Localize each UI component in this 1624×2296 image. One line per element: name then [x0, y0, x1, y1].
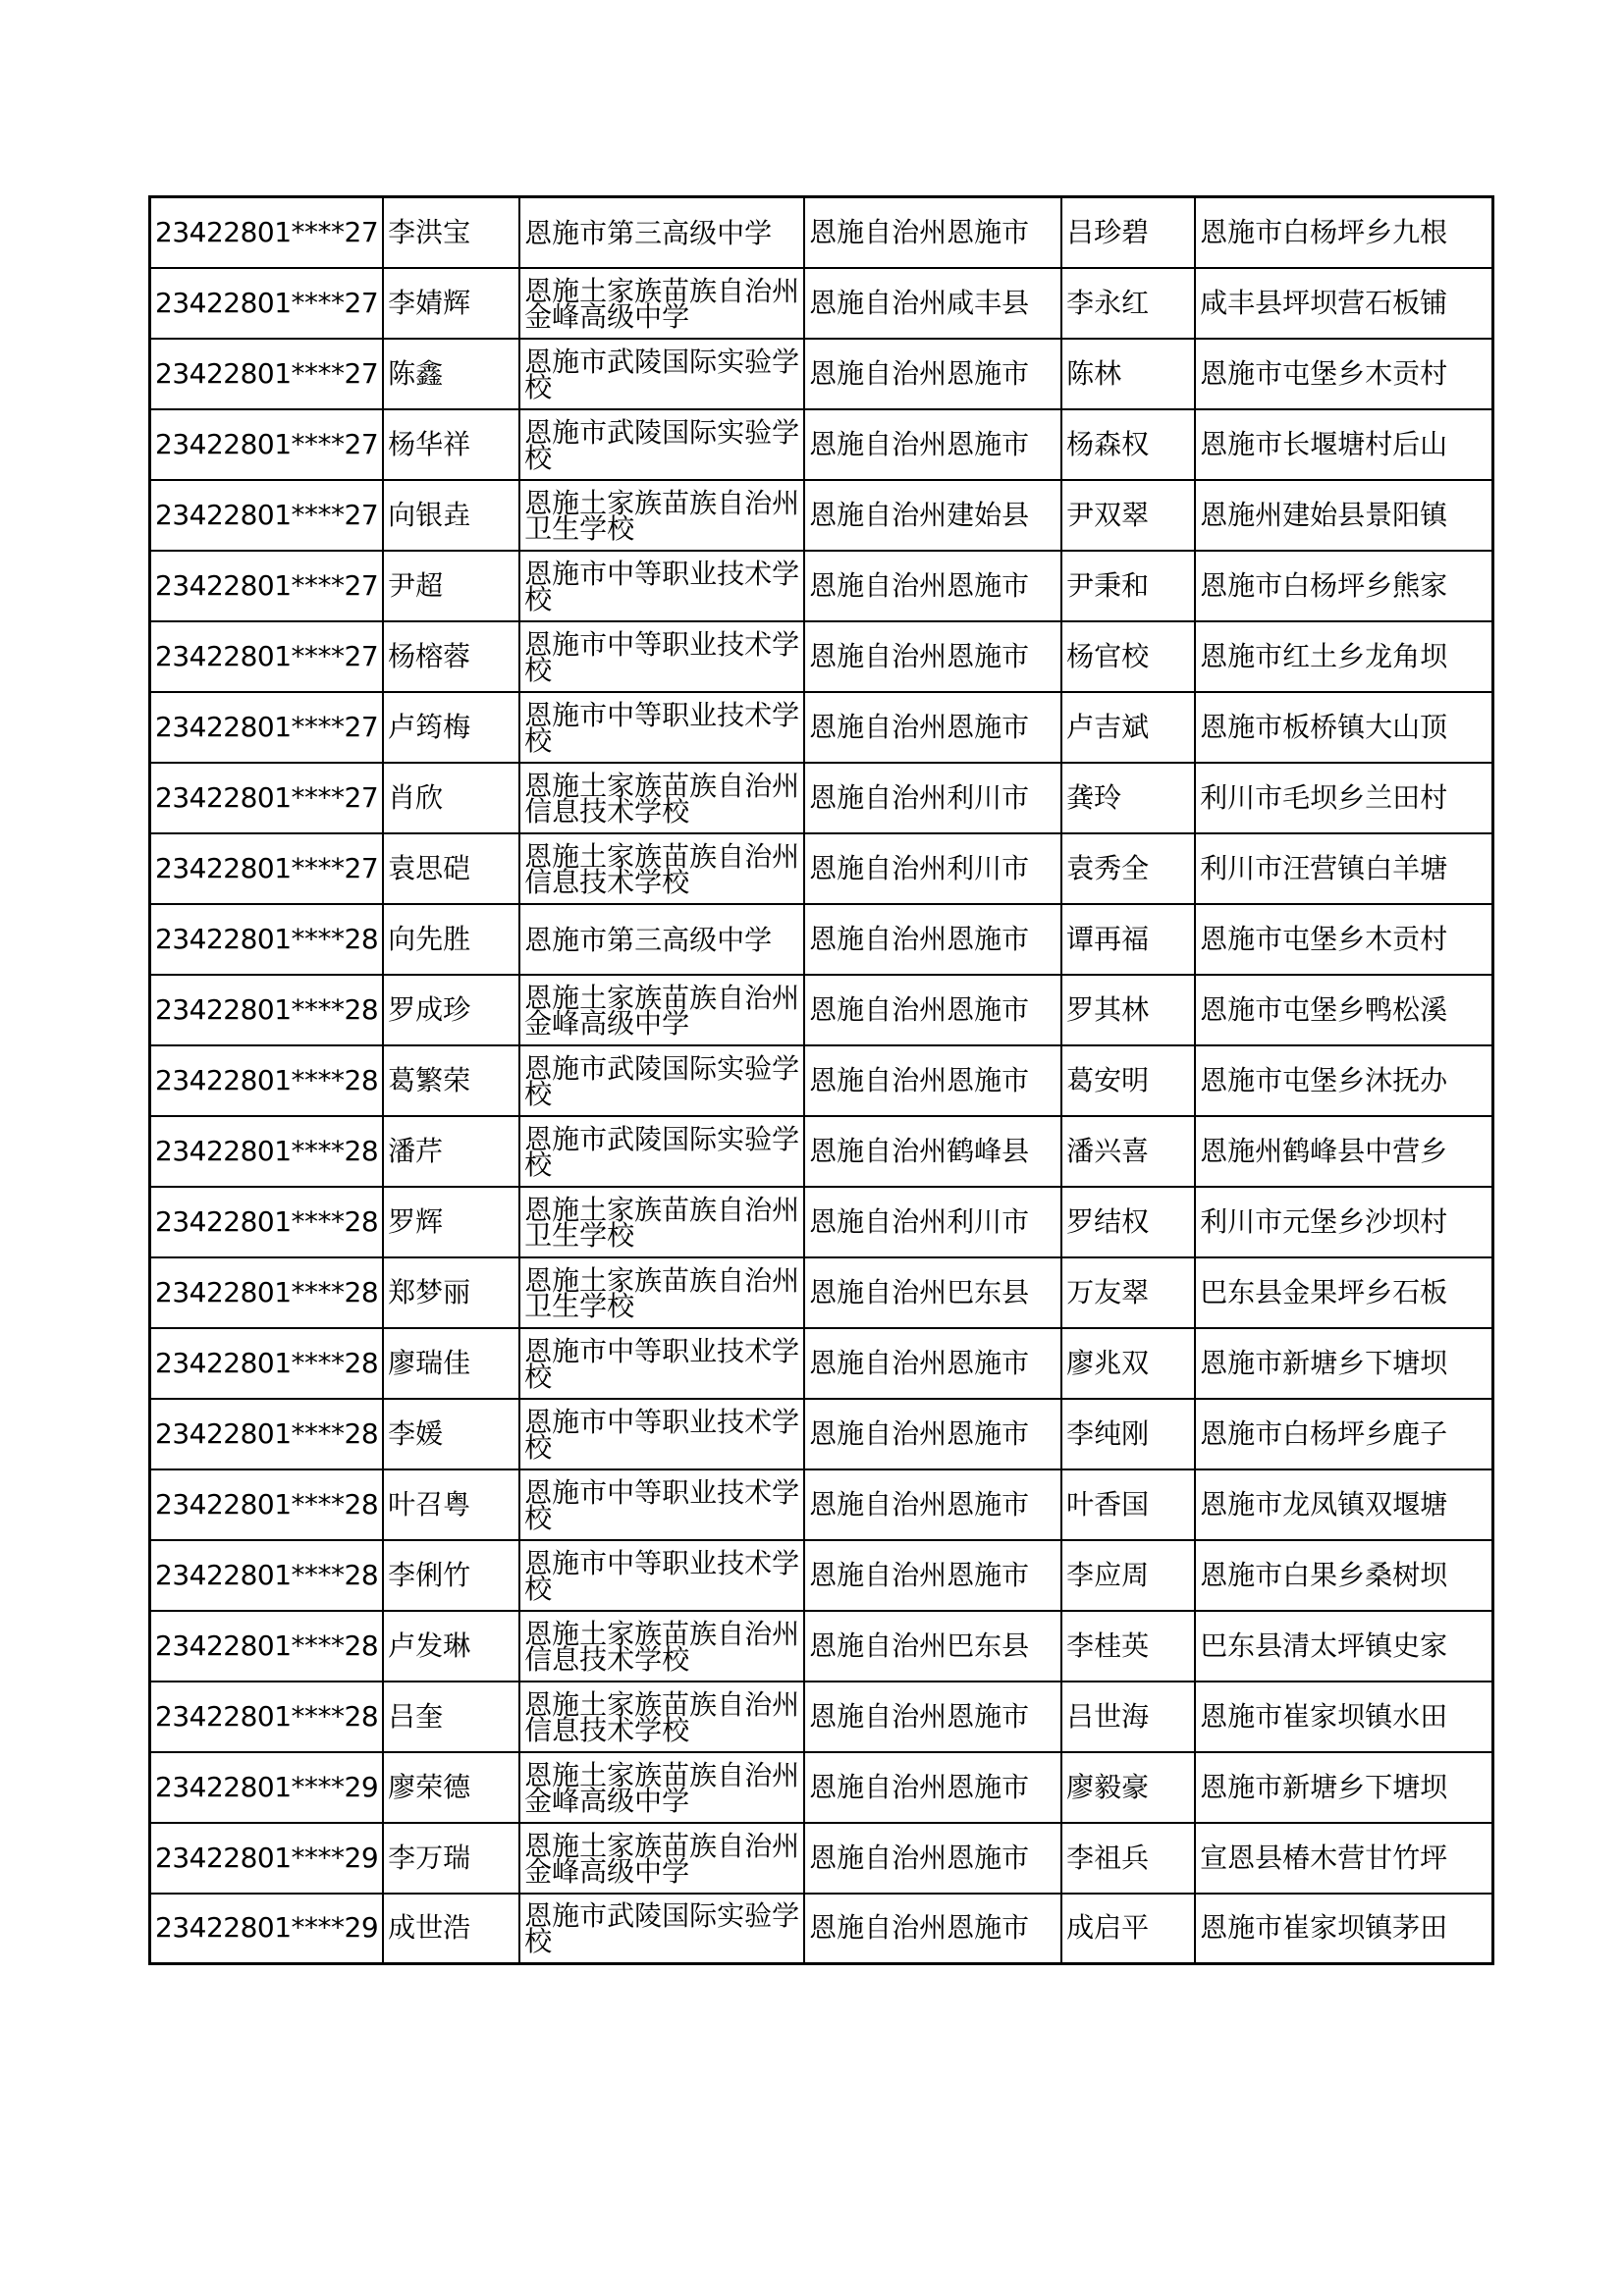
student-id-cell: 23422801****28: [150, 975, 384, 1045]
student-name-cell: 潘芹: [383, 1116, 519, 1187]
table-row: [150, 339, 1493, 409]
table-row: [150, 1894, 1493, 1964]
guardian-name-cell: 葛安明: [1061, 1045, 1195, 1116]
guardian-name-cell: 罗结权: [1061, 1187, 1195, 1257]
guardian-name-cell: 廖毅豪: [1061, 1752, 1195, 1823]
table-row: [150, 1752, 1493, 1823]
guardian-name-cell: 李应周: [1061, 1540, 1195, 1611]
student-id-cell: 23422801****28: [150, 1116, 384, 1187]
region-cell: 恩施自治州恩施市: [804, 339, 1061, 409]
region-cell: 恩施自治州恩施市: [804, 1752, 1061, 1823]
student-name-cell: 卢筠梅: [383, 692, 519, 763]
table-row: [150, 1399, 1493, 1469]
table-row: [150, 1611, 1493, 1682]
region-cell: 恩施自治州巴东县: [804, 1611, 1061, 1682]
student-id-cell: 23422801****28: [150, 1469, 384, 1540]
region-cell: 恩施自治州恩施市: [804, 621, 1061, 692]
guardian-name-cell: 李永红: [1061, 268, 1195, 339]
guardian-name-cell: 陈林: [1061, 339, 1195, 409]
table-row: [150, 1823, 1493, 1894]
student-name-cell: 袁思硙: [383, 833, 519, 904]
region-cell: 恩施自治州恩施市: [804, 1045, 1061, 1116]
region-cell: 恩施自治州恩施市: [804, 197, 1061, 268]
school-cell: 恩施土家族苗族自治州金峰高级中学: [519, 1823, 804, 1894]
student-id-cell: 23422801****27: [150, 268, 384, 339]
student-id-cell: 23422801****27: [150, 692, 384, 763]
address-cell: 恩施市崔家坝镇水田: [1195, 1682, 1492, 1752]
table-row: [150, 1682, 1493, 1752]
region-cell: 恩施自治州利川市: [804, 1187, 1061, 1257]
student-id-cell: 23422801****27: [150, 551, 384, 621]
student-id-cell: 23422801****28: [150, 1540, 384, 1611]
student-id-cell: 23422801****28: [150, 1682, 384, 1752]
guardian-name-cell: 李祖兵: [1061, 1823, 1195, 1894]
table-row: [150, 763, 1493, 833]
address-cell: 利川市元堡乡沙坝村: [1195, 1187, 1492, 1257]
region-cell: 恩施自治州恩施市: [804, 975, 1061, 1045]
table-row: [150, 1540, 1493, 1611]
table-row: [150, 692, 1493, 763]
student-name-cell: 廖荣德: [383, 1752, 519, 1823]
table-row: [150, 904, 1493, 975]
student-id-cell: 23422801****27: [150, 197, 384, 268]
student-id-cell: 23422801****27: [150, 480, 384, 551]
address-cell: 恩施市屯堡乡沐抚办: [1195, 1045, 1492, 1116]
address-cell: 咸丰县坪坝营石板铺: [1195, 268, 1492, 339]
address-cell: 恩施市白杨坪乡熊家: [1195, 551, 1492, 621]
address-cell: 恩施市红土乡龙角坝: [1195, 621, 1492, 692]
table-row: [150, 480, 1493, 551]
address-cell: 恩施市新塘乡下塘坝: [1195, 1752, 1492, 1823]
student-name-cell: 尹超: [383, 551, 519, 621]
school-cell: 恩施土家族苗族自治州信息技术学校: [519, 833, 804, 904]
school-cell: 恩施市第三高级中学: [519, 197, 804, 268]
student-roster-table: [148, 195, 1494, 1965]
student-id-cell: 23422801****29: [150, 1752, 384, 1823]
table-row: [150, 268, 1493, 339]
student-name-cell: 成世浩: [383, 1894, 519, 1964]
table-row: [150, 1045, 1493, 1116]
region-cell: 恩施自治州利川市: [804, 763, 1061, 833]
table-row: [150, 409, 1493, 480]
address-cell: 恩施市白杨坪乡鹿子: [1195, 1399, 1492, 1469]
region-cell: 恩施自治州恩施市: [804, 1540, 1061, 1611]
guardian-name-cell: 潘兴喜: [1061, 1116, 1195, 1187]
address-cell: 恩施州鹤峰县中营乡: [1195, 1116, 1492, 1187]
student-name-cell: 罗辉: [383, 1187, 519, 1257]
student-name-cell: 吕奎: [383, 1682, 519, 1752]
address-cell: 巴东县清太坪镇史家: [1195, 1611, 1492, 1682]
student-id-cell: 23422801****28: [150, 1257, 384, 1328]
student-name-cell: 杨榕蓉: [383, 621, 519, 692]
address-cell: 恩施市屯堡乡木贡村: [1195, 339, 1492, 409]
school-cell: 恩施市武陵国际实验学校: [519, 409, 804, 480]
school-cell: 恩施市武陵国际实验学校: [519, 339, 804, 409]
address-cell: 恩施州建始县景阳镇: [1195, 480, 1492, 551]
guardian-name-cell: 罗其林: [1061, 975, 1195, 1045]
student-name-cell: 郑梦丽: [383, 1257, 519, 1328]
student-name-cell: 向先胜: [383, 904, 519, 975]
student-id-cell: 23422801****28: [150, 904, 384, 975]
address-cell: 宣恩县椿木营甘竹坪: [1195, 1823, 1492, 1894]
guardian-name-cell: 杨森权: [1061, 409, 1195, 480]
student-id-cell: 23422801****28: [150, 1611, 384, 1682]
school-cell: 恩施市中等职业技术学校: [519, 692, 804, 763]
student-id-cell: 23422801****27: [150, 763, 384, 833]
guardian-name-cell: 杨官校: [1061, 621, 1195, 692]
guardian-name-cell: 叶香国: [1061, 1469, 1195, 1540]
school-cell: 恩施土家族苗族自治州信息技术学校: [519, 763, 804, 833]
student-id-cell: 23422801****29: [150, 1823, 384, 1894]
address-cell: 恩施市屯堡乡木贡村: [1195, 904, 1492, 975]
table-row: [150, 551, 1493, 621]
guardian-name-cell: 龚玲: [1061, 763, 1195, 833]
region-cell: 恩施自治州利川市: [804, 833, 1061, 904]
region-cell: 恩施自治州恩施市: [804, 551, 1061, 621]
table-row: [150, 975, 1493, 1045]
student-name-cell: 叶召粤: [383, 1469, 519, 1540]
student-name-cell: 陈鑫: [383, 339, 519, 409]
school-cell: 恩施土家族苗族自治州信息技术学校: [519, 1682, 804, 1752]
region-cell: 恩施自治州恩施市: [804, 1328, 1061, 1399]
region-cell: 恩施自治州建始县: [804, 480, 1061, 551]
table-row: [150, 1187, 1493, 1257]
region-cell: 恩施自治州恩施市: [804, 1469, 1061, 1540]
school-cell: 恩施市武陵国际实验学校: [519, 1045, 804, 1116]
roster-body: [150, 197, 1493, 1964]
table-row: [150, 833, 1493, 904]
student-name-cell: 向银垚: [383, 480, 519, 551]
school-cell: 恩施土家族苗族自治州金峰高级中学: [519, 268, 804, 339]
region-cell: 恩施自治州恩施市: [804, 1894, 1061, 1964]
guardian-name-cell: 李桂英: [1061, 1611, 1195, 1682]
guardian-name-cell: 尹双翠: [1061, 480, 1195, 551]
student-id-cell: 23422801****27: [150, 833, 384, 904]
school-cell: 恩施市中等职业技术学校: [519, 1328, 804, 1399]
guardian-name-cell: 廖兆双: [1061, 1328, 1195, 1399]
address-cell: 恩施市白杨坪乡九根: [1195, 197, 1492, 268]
student-name-cell: 廖瑞佳: [383, 1328, 519, 1399]
address-cell: 恩施市崔家坝镇茅田: [1195, 1894, 1492, 1964]
region-cell: 恩施自治州咸丰县: [804, 268, 1061, 339]
guardian-name-cell: 万友翠: [1061, 1257, 1195, 1328]
region-cell: 恩施自治州恩施市: [804, 1823, 1061, 1894]
student-id-cell: 23422801****29: [150, 1894, 384, 1964]
student-name-cell: 卢发琳: [383, 1611, 519, 1682]
student-name-cell: 罗成珍: [383, 975, 519, 1045]
student-id-cell: 23422801****27: [150, 621, 384, 692]
address-cell: 利川市毛坝乡兰田村: [1195, 763, 1492, 833]
address-cell: 恩施市龙凤镇双堰塘: [1195, 1469, 1492, 1540]
table-row: [150, 1328, 1493, 1399]
region-cell: 恩施自治州恩施市: [804, 692, 1061, 763]
table-row: [150, 621, 1493, 692]
address-cell: 恩施市新塘乡下塘坝: [1195, 1328, 1492, 1399]
address-cell: 利川市汪营镇白羊塘: [1195, 833, 1492, 904]
student-name-cell: 杨华祥: [383, 409, 519, 480]
address-cell: 巴东县金果坪乡石板: [1195, 1257, 1492, 1328]
school-cell: 恩施市武陵国际实验学校: [519, 1116, 804, 1187]
student-id-cell: 23422801****28: [150, 1045, 384, 1116]
table-row: [150, 1257, 1493, 1328]
guardian-name-cell: 成启平: [1061, 1894, 1195, 1964]
student-name-cell: 李洪宝: [383, 197, 519, 268]
address-cell: 恩施市板桥镇大山顶: [1195, 692, 1492, 763]
region-cell: 恩施自治州恩施市: [804, 1399, 1061, 1469]
student-name-cell: 葛繁荣: [383, 1045, 519, 1116]
student-name-cell: 肖欣: [383, 763, 519, 833]
school-cell: 恩施市武陵国际实验学校: [519, 1894, 804, 1964]
student-id-cell: 23422801****28: [150, 1328, 384, 1399]
guardian-name-cell: 尹秉和: [1061, 551, 1195, 621]
region-cell: 恩施自治州恩施市: [804, 1682, 1061, 1752]
student-name-cell: 李婧辉: [383, 268, 519, 339]
guardian-name-cell: 谭再福: [1061, 904, 1195, 975]
guardian-name-cell: 卢吉斌: [1061, 692, 1195, 763]
school-cell: 恩施市中等职业技术学校: [519, 621, 804, 692]
school-cell: 恩施土家族苗族自治州信息技术学校: [519, 1611, 804, 1682]
region-cell: 恩施自治州巴东县: [804, 1257, 1061, 1328]
table-row: [150, 1469, 1493, 1540]
address-cell: 恩施市屯堡乡鸭松溪: [1195, 975, 1492, 1045]
school-cell: 恩施市中等职业技术学校: [519, 1540, 804, 1611]
school-cell: 恩施土家族苗族自治州金峰高级中学: [519, 1752, 804, 1823]
student-name-cell: 李媛: [383, 1399, 519, 1469]
school-cell: 恩施市第三高级中学: [519, 904, 804, 975]
guardian-name-cell: 袁秀全: [1061, 833, 1195, 904]
school-cell: 恩施市中等职业技术学校: [519, 1469, 804, 1540]
school-cell: 恩施土家族苗族自治州卫生学校: [519, 1187, 804, 1257]
guardian-name-cell: 吕珍碧: [1061, 197, 1195, 268]
student-id-cell: 23422801****28: [150, 1187, 384, 1257]
student-name-cell: 李万瑞: [383, 1823, 519, 1894]
address-cell: 恩施市长堰塘村后山: [1195, 409, 1492, 480]
region-cell: 恩施自治州鹤峰县: [804, 1116, 1061, 1187]
school-cell: 恩施市中等职业技术学校: [519, 551, 804, 621]
school-cell: 恩施市中等职业技术学校: [519, 1399, 804, 1469]
region-cell: 恩施自治州恩施市: [804, 409, 1061, 480]
guardian-name-cell: 李纯刚: [1061, 1399, 1195, 1469]
table-row: [150, 1116, 1493, 1187]
region-cell: 恩施自治州恩施市: [804, 904, 1061, 975]
student-id-cell: 23422801****28: [150, 1399, 384, 1469]
school-cell: 恩施土家族苗族自治州金峰高级中学: [519, 975, 804, 1045]
address-cell: 恩施市白果乡桑树坝: [1195, 1540, 1492, 1611]
student-name-cell: 李俐竹: [383, 1540, 519, 1611]
table-row: [150, 197, 1493, 268]
guardian-name-cell: 吕世海: [1061, 1682, 1195, 1752]
school-cell: 恩施土家族苗族自治州卫生学校: [519, 480, 804, 551]
student-id-cell: 23422801****27: [150, 339, 384, 409]
school-cell: 恩施土家族苗族自治州卫生学校: [519, 1257, 804, 1328]
student-id-cell: 23422801****27: [150, 409, 384, 480]
